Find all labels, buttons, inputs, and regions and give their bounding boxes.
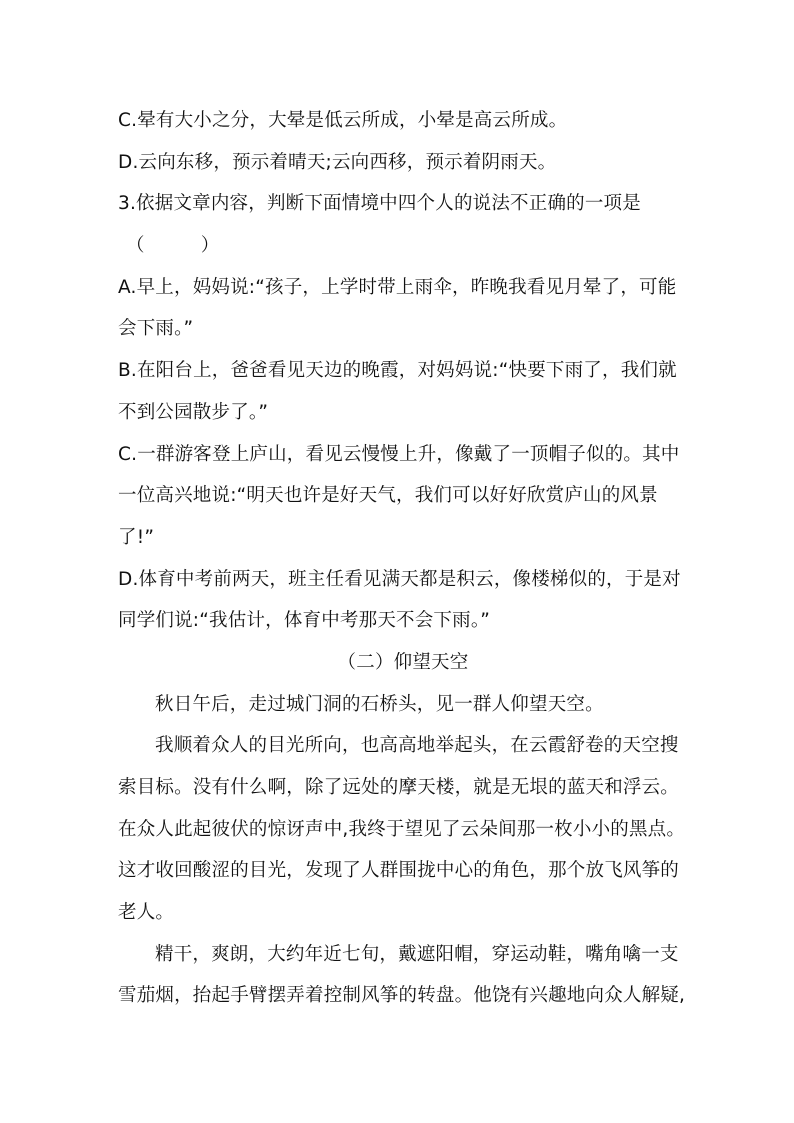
paragraph-2-line-5: 老人。	[118, 902, 175, 924]
paragraph-2-line-1: 我顺着众人的目光所向，也高高地举起头，在云霞舒卷的天空搜	[155, 735, 679, 757]
option-d-line: D.云向东移，预示着晴天;云向西移，预示着阴雨天。	[118, 151, 557, 173]
question-3-option-a-line-2: 会下雨。”	[118, 318, 194, 340]
answer-parentheses: （ ）	[126, 235, 220, 257]
section-heading: （二）仰望天空	[337, 651, 469, 673]
question-3-option-c-line-2: 一位高兴地说:“明天也许是好天气，我们可以好好欣赏庐山的风景	[118, 485, 658, 507]
question-3-option-c-line-3: 了!”	[118, 526, 155, 548]
question-3-line: 3.依据文章内容，判断下面情境中四个人的说法不正确的一项是	[118, 193, 641, 215]
question-3-option-b-line-1: B.在阳台上，爸爸看见天边的晚霞，对妈妈说:“快要下雨了，我们就	[118, 360, 677, 382]
paragraph-2-line-2: 索目标。没有什么啊，除了远处的摩天楼，就是无垠的蓝天和浮云。	[118, 777, 680, 798]
question-3-option-d-line-2: 同学们说:“我估计，体育中考那天不会下雨。”	[118, 610, 491, 632]
question-3-option-d-line-1: D.体育中考前两天，班主任看见满天都是积云，像楼梯似的，于是对	[118, 568, 681, 590]
paragraph-2-line-3: 在众人此起彼伏的惊讶声中,我终于望见了云朵间那一枚小小的黑点。	[118, 818, 686, 840]
paragraph-1-line-1: 秋日午后，走过城门洞的石桥头，见一群人仰望天空。	[155, 693, 604, 715]
option-c-line: C.晕有大小之分，大晕是低云所成，小晕是高云所成。	[118, 110, 568, 131]
question-3-option-b-line-2: 不到公园散步了。”	[118, 401, 269, 423]
question-3-option-a-line-1: A.早上，妈妈说:“孩子，上学时带上雨伞，昨晚我看见月晕了，可能	[118, 276, 677, 298]
document-body	[118, 100, 688, 1017]
paragraph-3-line-1: 精干，爽朗，大约年近七旬，戴遮阳帽，穿运动鞋，嘴角噙一支	[155, 943, 679, 965]
paragraph-2-line-4: 这才收回酸涩的目光，发现了人群围拢中心的角色，那个放飞风筝的	[118, 860, 680, 882]
paragraph-3-line-2: 雪茄烟，抬起手臂摆弄着控制风筝的转盘。他饶有兴趣地向众人解疑,	[118, 985, 686, 1007]
question-3-option-c-line-1: C.一群游客登上庐山，看见云慢慢上升，像戴了一顶帽子似的。其中	[118, 443, 680, 465]
